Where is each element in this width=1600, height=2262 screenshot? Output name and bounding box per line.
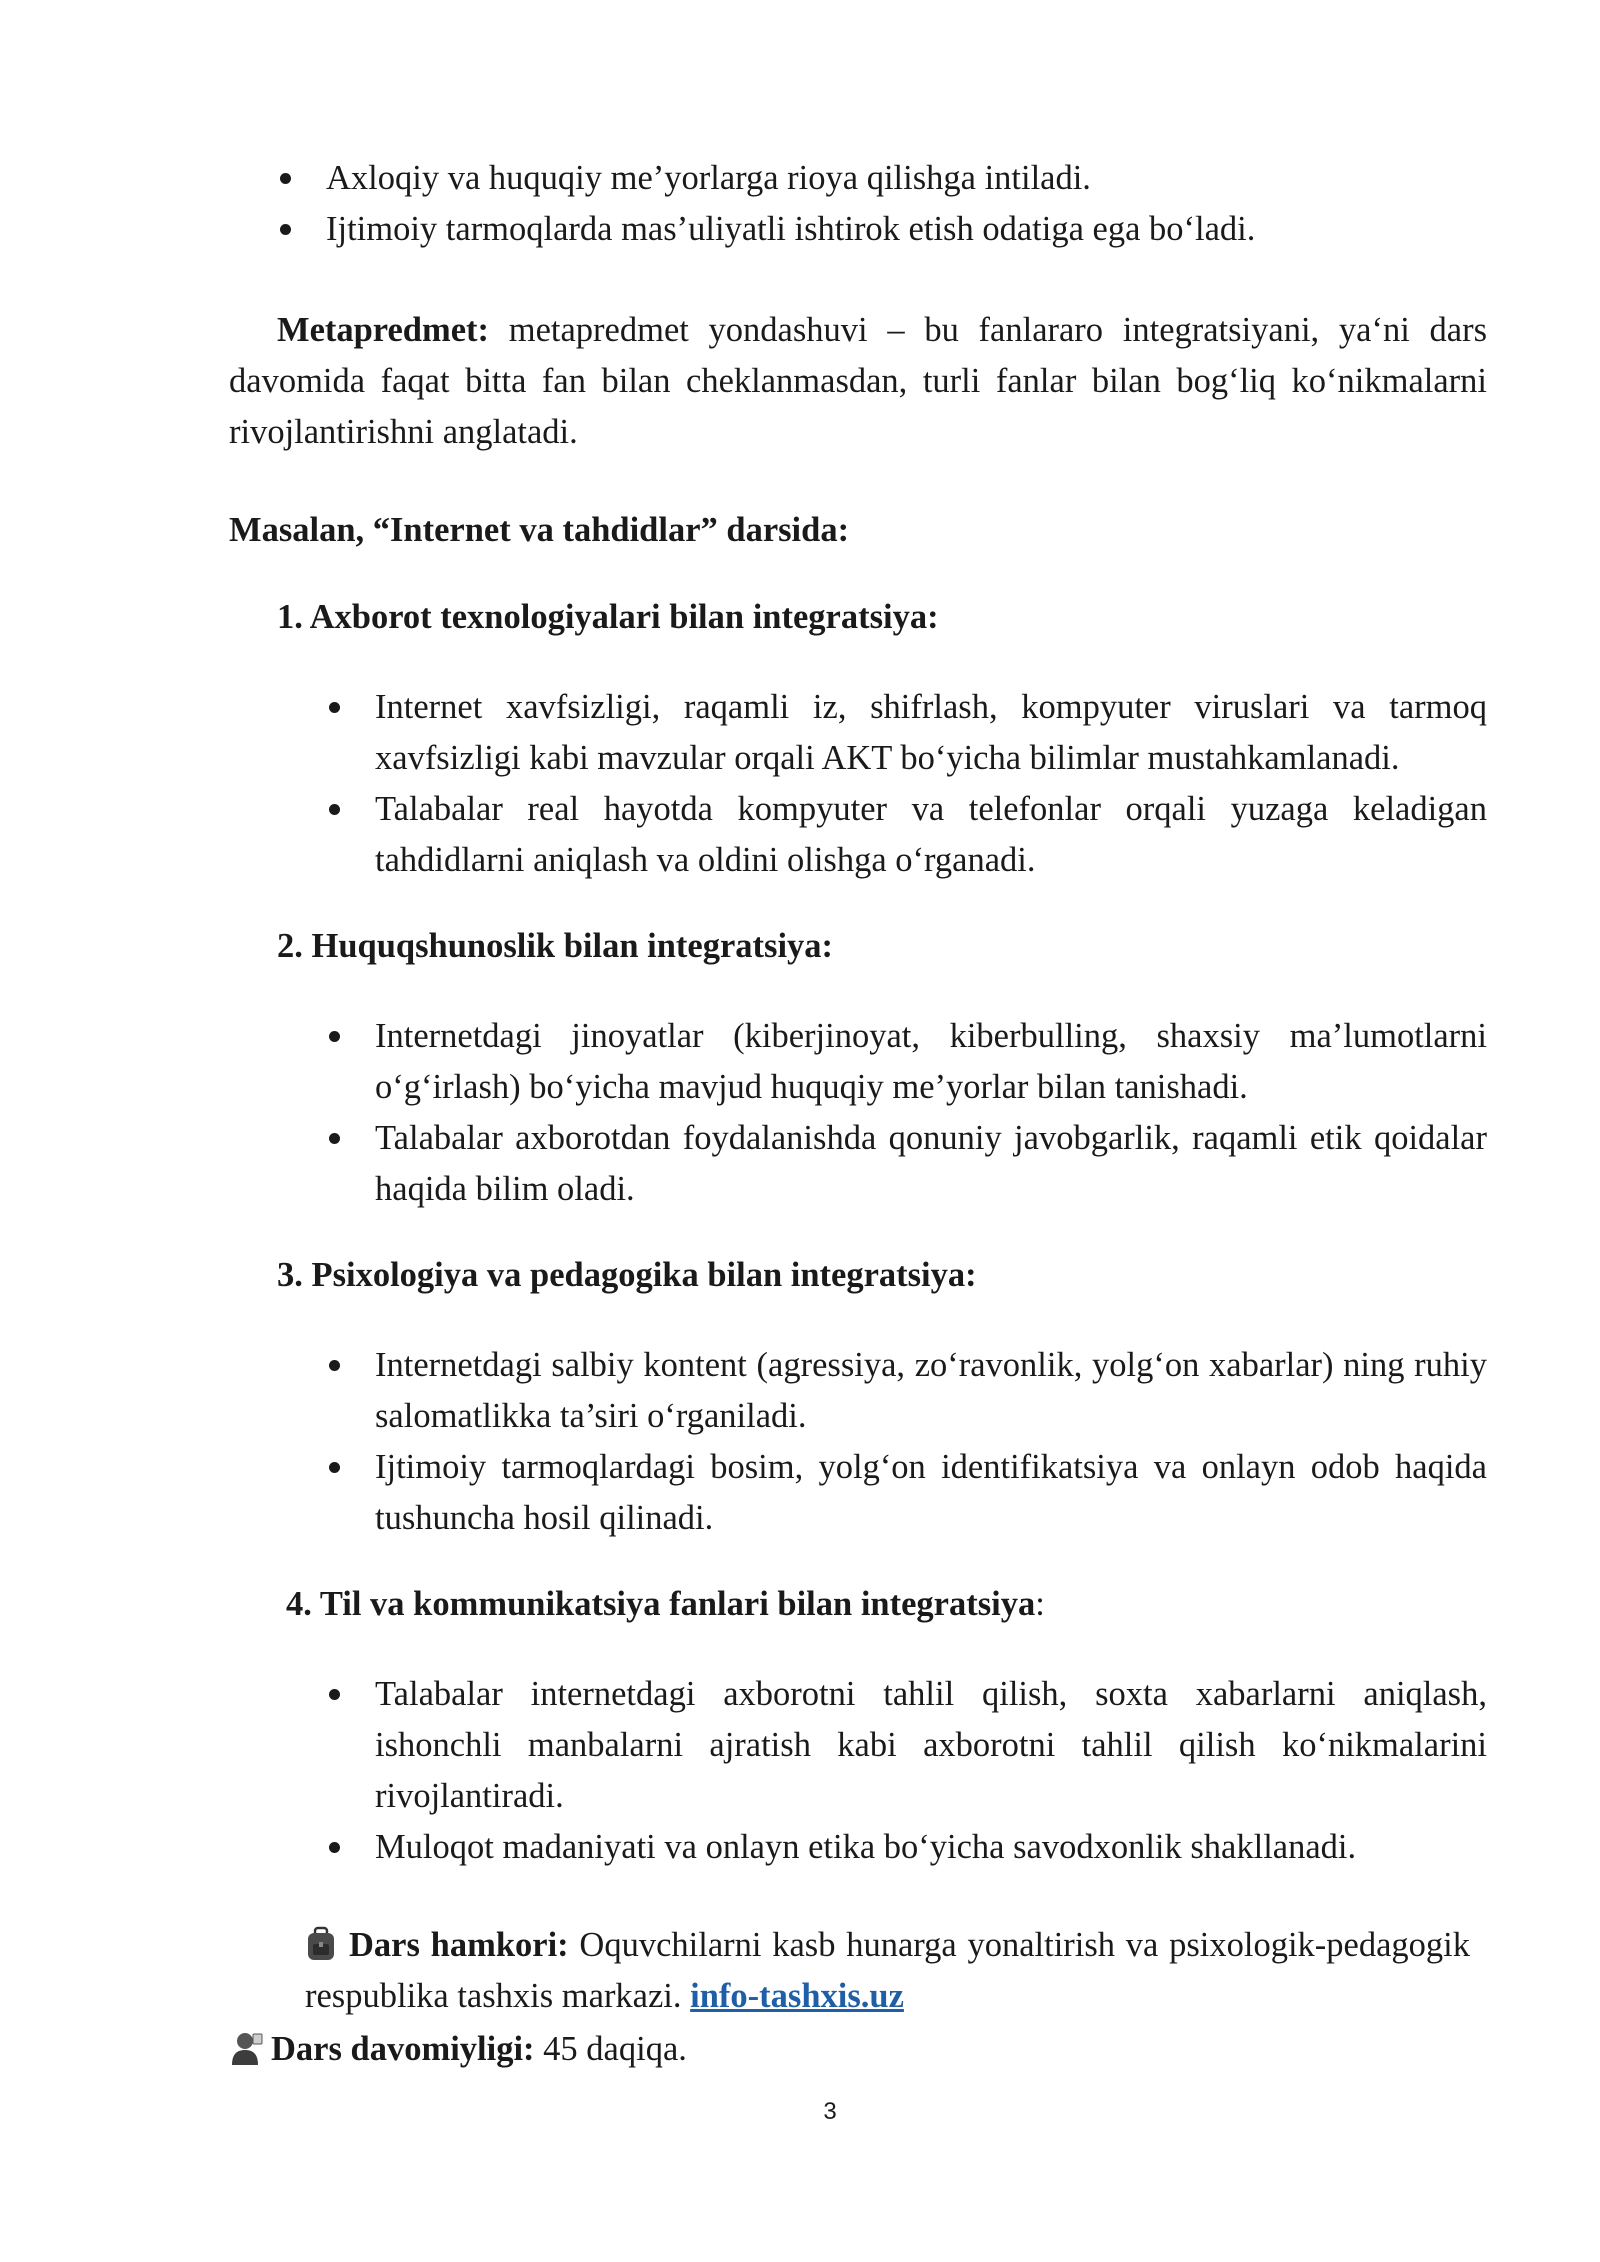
list-item: Internet xavfsizligi, raqamli iz, shifrlash, kompyuter viruslari va tarmoq xavfsizligi kabi mavzular orqali AKT bo‘yicha bilimlar mustahkamlanadi. xyxy=(375,682,1487,784)
section-heading-4 xyxy=(286,1579,1045,1630)
duration-text: 45 daqiqa. xyxy=(534,2030,687,2068)
backpack-icon xyxy=(305,1926,337,1962)
section-4-bullets xyxy=(375,1669,1487,1873)
duration-label: Dars davomiyligi: xyxy=(271,2030,535,2068)
partner-text: Oquvchilarni kasb hunarga yonaltirish va psixologik-pedagogik respublika tashxis markazi. xyxy=(305,1926,1471,2015)
page-number: 3 xyxy=(823,2098,837,2125)
list-item: Muloqot madaniyati va onlayn etika bo‘yicha savodxonlik shakllanadi. xyxy=(375,1822,1487,1873)
list-item: Talabalar real hayotda kompyuter va telefonlar orqali yuzaga keladigan tahdidlarni aniqlash va oldini olishga o‘rganadi. xyxy=(375,784,1487,886)
list-item: Ijtimoiy tarmoqlardagi bosim, yolg‘on identifikatsiya va onlayn odob haqida tushuncha hosil qilinadi. xyxy=(375,1442,1487,1544)
metapredmet-text: metapredmet yondashuvi – bu fanlararo integratsiyani, ya‘ni dars davomida faqat bitta fan bilan cheklanmasdan, turli fanlar bilan bog‘liq ko‘nikmalarni rivojlantirishni anglatadi. xyxy=(229,311,1487,451)
top-bullet-list xyxy=(326,153,1486,255)
partner-label: Dars hamkori: xyxy=(349,1926,569,1964)
list-item: Talabalar internetdagi axborotni tahlil qilish, soxta xabarlarni aniqlash, ishonchli manbalarni ajratish kabi axborotni tahlil qilish ko‘nikmalarini rivojlantiradi. xyxy=(375,1669,1487,1822)
section-1-bullets xyxy=(375,682,1487,886)
section-3-bullets xyxy=(375,1340,1487,1544)
section-heading-2: 2. Huquqshunoslik bilan integratsiya: xyxy=(277,927,834,965)
partner-link[interactable]: info-tashxis.uz xyxy=(690,1977,904,2015)
metapredmet-paragraph xyxy=(229,305,1487,458)
duration-line xyxy=(231,2024,687,2075)
section-heading-4-text: 4. Til va kommunikatsiya fanlari bilan integratsiya xyxy=(286,1585,1036,1623)
list-item: Axloqiy va huquqiy me’yorlarga rioya qilishga intiladi. xyxy=(326,153,1486,204)
list-item: Internetdagi salbiy kontent (agressiya, zo‘ravonlik, yolg‘on xabarlar) ning ruhiy salomatlikka ta’siri o‘rganiladi. xyxy=(375,1340,1487,1442)
partner-paragraph xyxy=(305,1920,1470,2022)
list-item: Talabalar axborotdan foydalanishda qonuniy javobgarlik, raqamli etik qoidalar haqida bilim oladi. xyxy=(375,1113,1487,1215)
section-heading-3: 3. Psixologiya va pedagogika bilan integratsiya: xyxy=(277,1256,977,1294)
section-2-bullets xyxy=(375,1011,1487,1215)
list-item: Internetdagi jinoyatlar (kiberjinoyat, kiberbulling, shaxsiy ma’lumotlarni o‘g‘irlash) bo‘yicha mavjud huquqiy me’yorlar bilan tanishadi. xyxy=(375,1011,1487,1113)
section-heading-4-colon: : xyxy=(1035,1585,1045,1623)
example-heading: Masalan, “Internet va tahdidlar” darsida: xyxy=(229,511,850,549)
teacher-icon xyxy=(231,2030,263,2066)
section-heading-1: 1. Axborot texnologiyalari bilan integratsiya: xyxy=(277,598,939,636)
list-item: Ijtimoiy tarmoqlarda mas’uliyatli ishtirok etish odatiga ega bo‘ladi. xyxy=(326,204,1486,255)
metapredmet-label: Metapredmet: xyxy=(277,311,490,349)
